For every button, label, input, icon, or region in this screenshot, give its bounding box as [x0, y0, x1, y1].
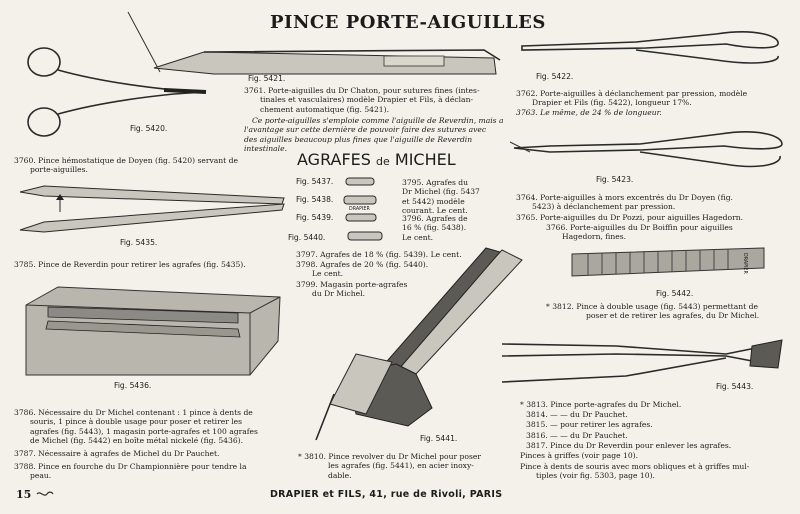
- entry-3761: [244, 86, 480, 114]
- entry-3795-line-3: et 5442) modèle: [402, 196, 465, 206]
- note-line-3: des aiguilles beaucoup plus fines que l'aiguille de Reverdin: [244, 134, 473, 144]
- needle-holder-5423-illustration: [510, 124, 790, 174]
- note-line-2: l'avantage sur cette dernière de pouvoir faire des sutures avec: [244, 125, 487, 135]
- forceps-5435-illustration: [14, 182, 294, 242]
- entry-3795-line-4: courant. Le cent.: [402, 206, 468, 216]
- entry-3795: [402, 178, 480, 216]
- magazine-engraving: DRAPIER: [742, 253, 747, 274]
- entry-3795-line-2: Dr Michel (fig. 5437: [402, 187, 480, 197]
- fig-5442-caption: Fig. 5442.: [656, 289, 694, 298]
- fig-5420-caption: Fig. 5420.: [130, 124, 168, 133]
- entry-3762: [516, 89, 747, 108]
- entry-pince-dents-line-1: Pince à dents de souris avec mors obliques et à griffes mul-: [520, 462, 750, 471]
- entry-3762-line-2: Drapier et Fils (fig. 5422), longueur 17%.: [532, 98, 692, 108]
- entry-3788-line-2: peau.: [30, 471, 52, 481]
- entry-3766-line-2: Hagedorn, fines.: [562, 232, 627, 242]
- entry-3812: [546, 302, 759, 321]
- staple-engraving: DRAPIER: [349, 207, 370, 212]
- footer-address: DRAPIER et FILS, 41, rue de Rivoli, PARIS: [270, 489, 503, 500]
- entry-3764-line-1: 3764. Porte-aiguilles à mors excentrés du Dr Doyen (fig.: [516, 193, 733, 202]
- agrafes-staples-illustration: [338, 174, 388, 250]
- entry-3765: 3765. Porte-aiguilles du Dr Pozzi, pour aiguilles Hagedorn.: [516, 213, 744, 222]
- needle-holder-5421-illustration: [124, 12, 504, 82]
- entry-3786-line-3: agrafes (fig. 5443), 1 magasin porte-agrafes et 100 agrafes: [30, 426, 258, 436]
- entry-3799-line-2: du Dr Michel.: [312, 289, 365, 299]
- entry-3760-line-2: porte-aiguilles.: [30, 165, 88, 175]
- fig-5441-caption: Fig. 5441.: [420, 434, 458, 443]
- entry-3815: 3815. — pour retirer les agrafes.: [526, 420, 653, 429]
- entry-3788-line-1: 3788. Pince en fourche du Dr Championnière pour tendre la: [14, 462, 247, 471]
- entry-3812-line-2: poser et de retirer les agrafes, du Dr Michel.: [586, 311, 760, 321]
- forceps-5443-illustration: [496, 326, 786, 386]
- entry-3810-line-2: les agrafes (fig. 5441), en acier inoxy-: [328, 461, 474, 471]
- entry-3799-line-1: 3799. Magasin porte-agrafes: [296, 280, 408, 289]
- entry-3810: [298, 452, 481, 480]
- entry-pince-dents: [520, 462, 749, 481]
- entry-3796-line-1: 3796. Agrafes de: [402, 214, 468, 223]
- section-title-de: de: [376, 155, 390, 168]
- entry-3788: [14, 462, 247, 481]
- fig-5438-caption: Fig. 5438.: [296, 195, 334, 204]
- entry-3766-line-1: 3766. Porte-aiguilles du Dr Boiffin pour aiguilles: [546, 223, 733, 232]
- entry-3760: [14, 156, 238, 175]
- entry-pinces-griffes: Pinces à griffes (voir page 10).: [520, 451, 639, 460]
- note-line-4: intestinale.: [244, 144, 287, 154]
- fig-5443-caption: Fig. 5443.: [716, 382, 754, 391]
- fig-5422-caption: Fig. 5422.: [536, 72, 574, 81]
- entry-pince-dents-line-2: tiples (voir fig. 5303, page 10).: [536, 471, 655, 481]
- entry-3810-line-3: dable.: [328, 470, 352, 480]
- entry-3787: 3787. Nécessaire à agrafes de Michel du Dr Pauchet.: [14, 449, 220, 458]
- entry-3798-line-2: Le cent.: [312, 269, 344, 279]
- fig-5435-caption: Fig. 5435.: [120, 238, 158, 247]
- entry-3810-line-1: * 3810. Pince revolver du Dr Michel pour poser: [298, 452, 481, 461]
- staple-magazine-5442-illustration: [568, 244, 768, 284]
- entry-3786-line-4: de Michel (fig. 5442) en boîte métal nickelé (fig. 5436).: [30, 436, 244, 446]
- entry-3814: 3814. — — du Dr Pauchet.: [526, 410, 628, 419]
- entry-3813: * 3813. Pince porte-agrafes du Dr Michel.: [520, 400, 682, 409]
- needle-holder-5422-illustration: [516, 28, 786, 72]
- entry-3761-line-3: chement automatique (fig. 5421).: [260, 104, 390, 114]
- entry-3786-line-1: 3786. Nécessaire du Dr Michel contenant : 1 pince à dents de: [14, 408, 253, 417]
- entry-3795-line-1: 3795. Agrafes du: [402, 178, 469, 187]
- section-title-main: AGRAFES: [297, 150, 371, 169]
- entry-3797: 3797. Agrafes de 18 % (fig. 5439). Le cent.: [296, 250, 462, 259]
- entry-3786-line-2: souris, 1 pince à double usage pour poser et retirer les: [30, 417, 243, 427]
- fig-5437-caption: Fig. 5437.: [296, 177, 334, 186]
- fig-5421-caption: Fig. 5421.: [248, 74, 286, 83]
- entry-3786: [14, 408, 258, 446]
- entry-3766: [546, 223, 733, 242]
- note-line-1: Ce porte-aiguilles s'emploie comme l'aiguille de Reverdin, mais a: [252, 116, 504, 125]
- entry-3764-line-2: 5423) à déclanchement par pression.: [532, 202, 676, 212]
- entry-3796: [402, 214, 468, 242]
- entry-3761-line-2: tinales et vasculaires) modèle Drapier et Fils, à déclan-: [260, 95, 474, 105]
- entry-3796-line-3: Le cent.: [402, 232, 434, 242]
- entry-3763: 3763. Le même, de 24 % de longueur.: [516, 108, 662, 117]
- entry-3760-line-1: 3760. Pince hémostatique de Doyen (fig. 5420) servant de: [14, 156, 239, 165]
- fig-5439-caption: Fig. 5439.: [296, 213, 334, 222]
- entry-3762-line-1: 3762. Porte-aiguilles à déclanchement par pression, modèle: [516, 89, 748, 98]
- page-title: PINCE PORTE-AIGUILLES: [270, 12, 546, 33]
- ornament-icon: [36, 490, 54, 498]
- entry-3817: 3817. Pince du Dr Reverdin pour enlever les agrafes.: [526, 441, 732, 450]
- entry-3761-note: [244, 116, 504, 154]
- fig-5423-caption: Fig. 5423.: [596, 175, 634, 184]
- entry-3796-line-2: 16 % (fig. 5438).: [402, 223, 467, 233]
- entry-3764: [516, 193, 733, 212]
- section-title-name: MICHEL: [394, 150, 456, 169]
- kit-box-5436-illustration: [18, 283, 288, 378]
- entry-3816: 3816. — — du Dr Pauchet.: [526, 431, 628, 440]
- entry-3812-line-1: * 3812. Pince à double usage (fig. 5443) permettant de: [546, 302, 758, 311]
- entry-3785: 3785. Pince de Reverdin pour retirer les agrafes (fig. 5435).: [14, 260, 246, 269]
- entry-3798-line-1: 3798. Agrafes de 20 % (fig. 5440).: [296, 260, 429, 269]
- entry-3761-line-1: 3761. Porte-aiguilles du Dr Chaton, pour sutures fines (intes-: [244, 86, 480, 95]
- page-number: 15: [16, 488, 32, 501]
- fig-5436-caption: Fig. 5436.: [114, 381, 152, 390]
- fig-5440-caption: Fig. 5440.: [288, 233, 326, 242]
